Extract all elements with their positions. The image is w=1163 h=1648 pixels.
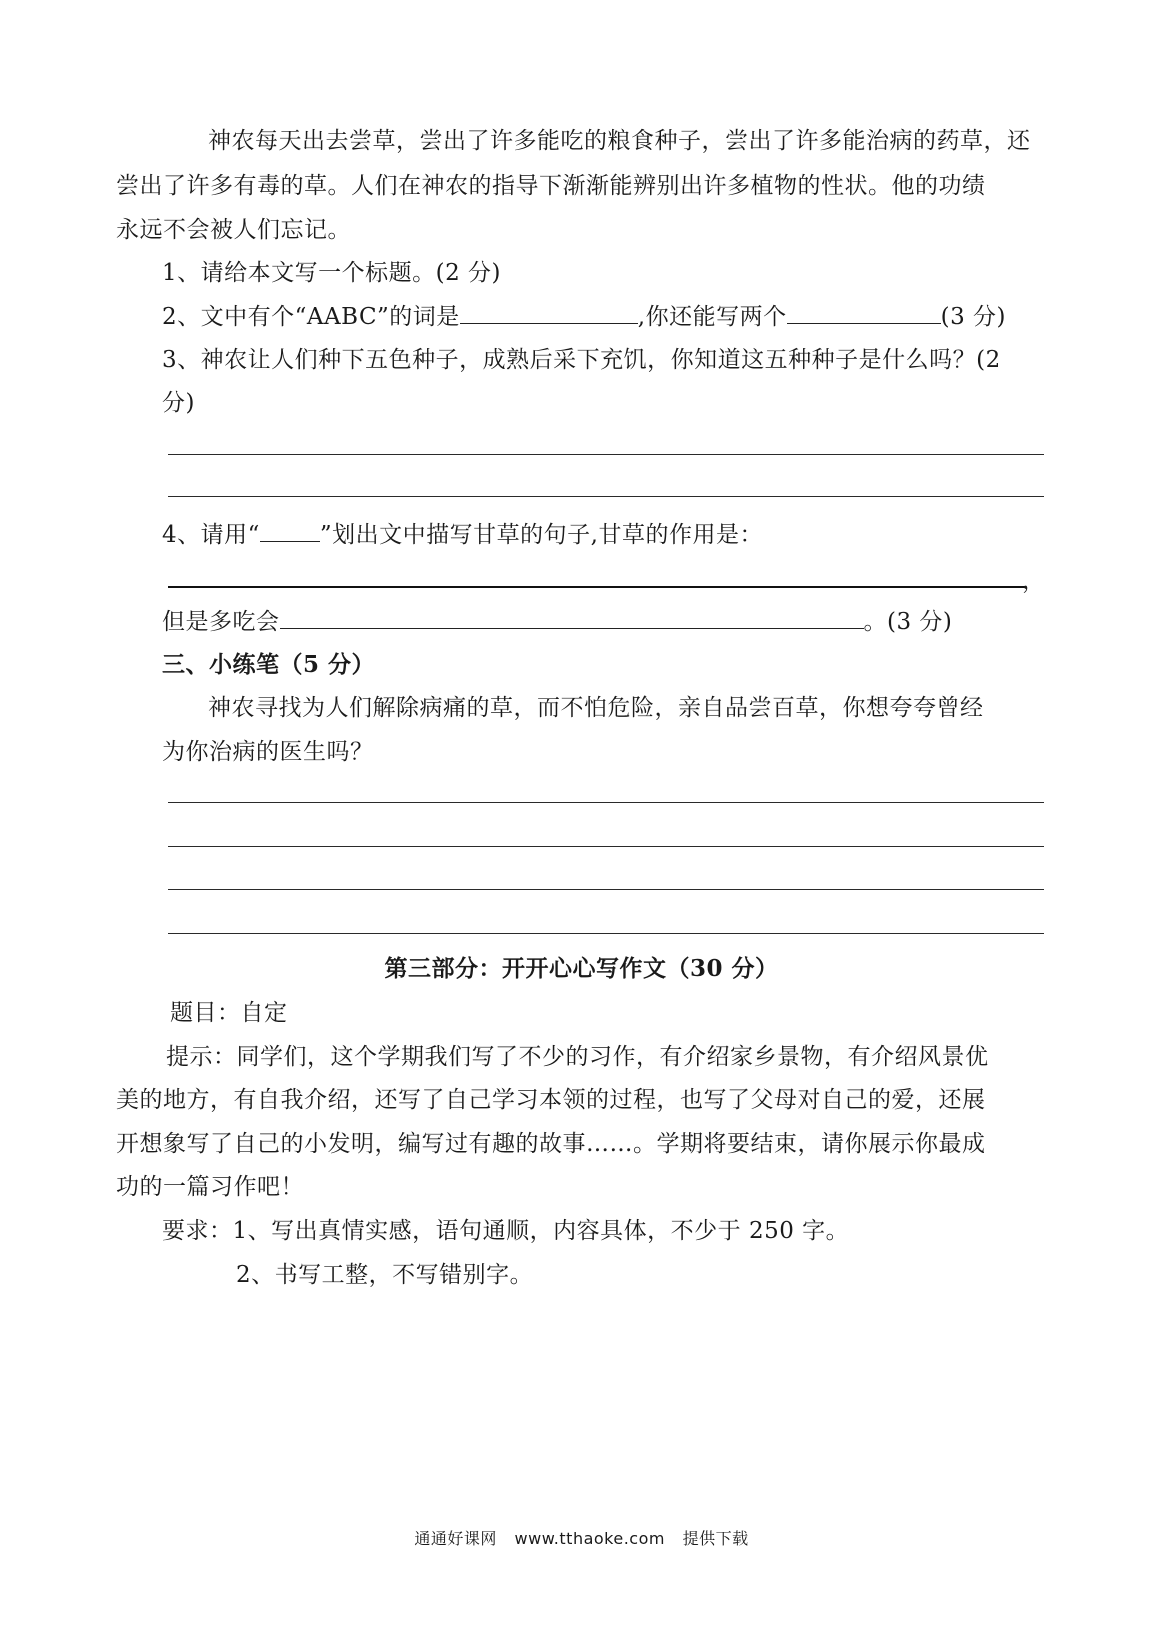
question-1: 1、请给本文写一个标题。(2 分) [162,260,502,286]
question-4-prefix: 4、请用“ [162,522,260,548]
answer-line-practice-1[interactable] [168,802,1044,803]
question-2-middle: ,你还能写两个 [637,304,787,330]
answer-blank-eat-too-much[interactable] [280,606,864,629]
answer-line-practice-3[interactable] [168,889,1044,890]
answer-line-q3-2[interactable] [168,496,1044,497]
composition-hint-line-1: 提示：同学们，这个学期我们写了不少的习作，有介绍家乡景物，有介绍风景优 [166,1044,989,1070]
question-2-prefix: 2、文中有个“AABC”的词是 [162,304,460,330]
composition-hint-line-3: 开想象写了自己的小发明，编写过有趣的故事……。学期将要结束，请你展示你最成 [116,1131,986,1157]
question-4 [162,519,763,550]
passage-line-3: 永远不会被人们忘记。 [116,217,351,243]
composition-requirement-1: 要求：1、写出真情实感，语句通顺，内容具体，不少于 250 字。 [162,1218,850,1244]
question-3-line-2: 分) [162,390,195,416]
footer-site-name: 通通好课网 [414,1529,497,1548]
question-4-suffix: ”划出文中描写甘草的句子,甘草的作用是： [319,522,763,548]
section-3-heading: 三、小练笔（5 分） [162,651,376,678]
question-2 [162,301,1006,332]
underline-sample [260,519,320,542]
section-3-prompt-line-1: 神农寻找为人们解除病痛的草，而不怕危险，亲自品尝百草，你想夸夸曾经 [208,695,984,721]
question-4-line-2-prefix: 但是多吃会 [162,609,280,635]
footer-url[interactable]: www.tthaoke.com [514,1529,665,1548]
question-2-suffix: (3 分) [940,304,1006,330]
question-4-line-2-suffix: 。(3 分) [863,609,953,635]
page-footer [0,1526,1163,1549]
question-4-line-2 [162,606,952,637]
part-3-heading: 第三部分：开开心心写作文（30 分） [384,955,779,982]
answer-line-practice-4[interactable] [168,933,1044,934]
answer-line-practice-2[interactable] [168,846,1044,847]
question-4-comma: ， [1022,568,1046,594]
answer-blank-aabc-word[interactable] [460,301,638,324]
answer-line-q3-1[interactable] [168,454,1044,455]
composition-hint-line-2: 美的地方，有自我介绍，还写了自己学习本领的过程，也写了父母对自己的爱，还展 [116,1087,986,1113]
composition-hint-line-4: 功的一篇习作吧！ [116,1174,304,1200]
passage-line-2: 尝出了许多有毒的草。人们在神农的指导下渐渐能辨别出许多植物的性状。他的功绩 [116,173,986,199]
composition-requirement-2: 2、书写工整，不写错别字。 [236,1262,534,1288]
answer-blank-two-more-words[interactable] [787,301,941,324]
footer-note: 提供下载 [682,1529,749,1548]
passage-line-1: 神农每天出去尝草，尝出了许多能吃的粮食种子，尝出了许多能治病的药草，还 [208,128,1031,154]
composition-topic: 题目：自定 [170,1000,288,1026]
section-3-prompt-line-2: 为你治病的医生吗？ [162,739,374,765]
question-3-line-1: 3、神农让人们种下五色种子，成熟后采下充饥，你知道这五种种子是什么吗？(2 [162,347,1001,373]
answer-line-licorice-use[interactable] [168,586,1026,588]
